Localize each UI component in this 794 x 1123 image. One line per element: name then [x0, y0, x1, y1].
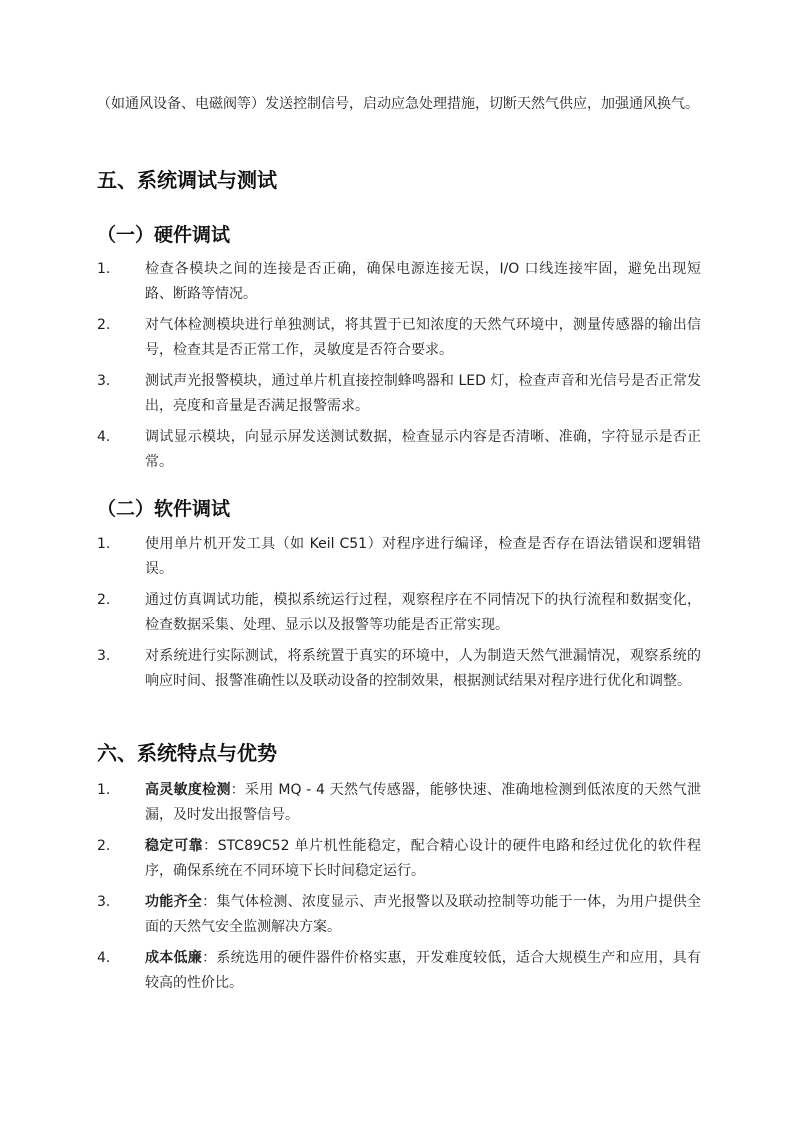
list-item — [97, 890, 701, 940]
feature-label: 成本低廉 — [145, 950, 203, 966]
feature-description: ：集气体检测、浓度显示、声光报警以及联动控制等功能于一体，为用户提供全面的天然气安全监测解决方案。 — [145, 894, 702, 935]
list-text: 使用单片机开发工具（如 Keil C51）对程序进行编译，检查是否存在语法错误和逻辑错误。 — [145, 536, 701, 577]
list-item — [97, 369, 701, 419]
list-item — [97, 532, 701, 582]
list-number: 1. — [97, 536, 111, 552]
list-number: 2. — [97, 592, 111, 608]
list-number: 3. — [97, 894, 111, 910]
list-text: 检查各模块之间的连接是否正确，确保电源连接无误，I/O 口线连接牢固，避免出现短路、断路等情况。 — [145, 261, 701, 302]
list-number: 3. — [97, 373, 111, 389]
feature-label: 高灵敏度检测 — [145, 782, 231, 798]
list-number: 3. — [97, 648, 111, 664]
list-text: 调试显示模块，向显示屏发送测试数据，检查显示内容是否清晰、准确，字符显示是否正常。 — [145, 429, 701, 470]
list-text — [145, 834, 701, 884]
feature-label: 功能齐全 — [145, 894, 203, 910]
feature-description: ：STC89C52 单片机性能稳定，配合精心设计的硬件电路和经过优化的软件程序，确保系统在不同环境下长时间稳定运行。 — [145, 838, 702, 879]
feature-description: ：系统选用的硬件器件价格实惠，开发难度较低，适合大规模生产和应用，具有较高的性价比。 — [145, 950, 702, 991]
intro-paragraph: （如通风设备、电磁阀等）发送控制信号，启动应急处理措施，切断天然气供应，加强通风换气。 — [97, 96, 699, 112]
list-item — [97, 588, 701, 638]
software-debug-list — [97, 532, 701, 694]
list-number: 1. — [97, 782, 111, 798]
list-text — [145, 890, 701, 940]
list-item — [97, 946, 701, 996]
list-number: 4. — [97, 950, 111, 966]
feature-label: 稳定可靠 — [145, 838, 204, 854]
hardware-debug-list — [97, 257, 701, 475]
list-item — [97, 644, 701, 694]
list-text: 测试声光报警模块，通过单片机直接控制蜂鸣器和 LED 灯，检查声音和光信号是否正常发出，亮度和音量是否满足报警需求。 — [145, 373, 701, 414]
list-number: 2. — [97, 838, 111, 854]
list-text: 通过仿真调试功能，模拟系统运行过程，观察程序在不同情况下的执行流程和数据变化，检查数据采集、处理、显示以及报警等功能是否正常实现。 — [145, 592, 701, 633]
list-text: 对气体检测模块进行单独测试，将其置于已知浓度的天然气环境中，测量传感器的输出信号，检查其是否正常工作，灵敏度是否符合要求。 — [145, 317, 701, 358]
list-item — [97, 257, 701, 307]
features-list — [97, 778, 701, 996]
software-debug-heading: （二）软件调试 — [97, 498, 231, 520]
list-text: 对系统进行实际测试，将系统置于真实的环境中，人为制造天然气泄漏情况，观察系统的响应时间、报警准确性以及联动设备的控制效果，根据测试结果对程序进行优化和调整。 — [145, 648, 701, 689]
list-item — [97, 834, 701, 884]
feature-description: ：采用 MQ - 4 天然气传感器，能够快速、准确地检测到低浓度的天然气泄漏，及时发出报警信号。 — [145, 782, 702, 823]
section-6-heading: 六、系统特点与优势 — [97, 741, 277, 765]
list-number: 1. — [97, 261, 111, 277]
list-text — [145, 946, 701, 996]
list-number: 4. — [97, 429, 111, 445]
hardware-debug-heading: （一）硬件调试 — [97, 224, 231, 246]
list-item — [97, 778, 701, 828]
list-item — [97, 313, 701, 363]
list-number: 2. — [97, 317, 111, 333]
list-text — [145, 778, 701, 828]
list-item — [97, 425, 701, 475]
section-5-heading: 五、系统调试与测试 — [97, 168, 277, 192]
